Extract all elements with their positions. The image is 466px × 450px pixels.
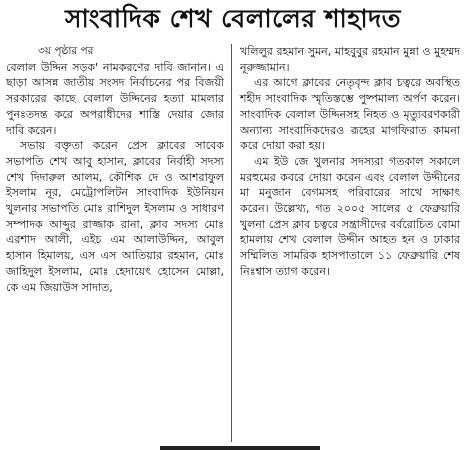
- article-paragraph: এম ইউ জে খুলনার সদস্যরা গতকাল সকালে মরহুমের কবরে দোয়া করেন এবং বেলাল উদ্দীনের মা মনুজান বেগমসহ পরিবারের সাথে সাক্ষাৎ করেন। উল্লেখ্য, গত ২০০৫ সালের ৫ ফেব্রুয়ারি খুলনা প্রেস ক্লাব চত্বরে সন্ত্রাসীদের বর্বরোচিত বোমা হামলায় শেখ বেলাল উদ্দীন আহত হন ও ঢাকার সম্মিলিত সামরিক হাসপাতালে ১১ ফেব্রুয়ারি শেষ নিঃশ্বাস ত্যাগ করেন।: [240, 154, 460, 278]
- article-paragraph: এর আগে ক্লাবের নেতৃবৃন্দ ক্লাব চত্বরে অবস্থিত শহীদ সাংবাদিক স্মৃতিস্তম্ভে পুষ্পমাল্য অর্পণ করেন। সাংবাদিক বেলাল উদ্দিনসহ নিহত ও মৃত্যুবরণকারী অন্যান্য সাংবাদিকদেরও রূহের মাগফিরাত কামনা করে দোয়া করা হয়।: [240, 76, 460, 153]
- article-paragraph: খলিলুর রহমান সুমন, মাহবুবুর রহমান মুন্না ও মুহম্মদ নূরুজ্জামান।: [240, 45, 460, 74]
- continued-from-label: ৩য় পৃষ্ঠার পর: [38, 45, 94, 57]
- column-divider: [231, 44, 232, 442]
- next-headline-fragment: [160, 446, 320, 450]
- left-column: [6, 44, 224, 295]
- article-paragraph: সভায় বক্তৃতা করেন প্রেস ক্লাবের সাবেক সভাপতি শেখ আবু হাসান, ক্লাবের নির্বাহী সদস্য শেখ দিদারুল আলম, কৌশিক দে ও আশরাফুল ইসলাম নূর, মেট্রোপলিটন সাংবাদিক ইউনিয়ন খুলনার সভাপতি মোঃ রাশিদুল ইসলাম ও সাধারণ সম্পাদক আব্দুর রাজ্জাক রানা, ক্লাব সদস্য মোঃ এরশাদ আলী, এইচ এম আলাউদ্দিন, আবুল হাসান হিমালয়, এস এস আতিয়ার রহমান, মোঃ জাহিদুল ইসলাম, মোঃ হেদায়েৎ হোসেন মোল্লা, কে এম জিয়াউস সাদাত,: [6, 139, 224, 294]
- article-paragraph: বেলাল উদ্দিন সড়ক' নামকরণের দাবি জানান। এ ছাড়া আসন্ন জাতীয় সংসদ নির্বাচনের পর বিজয়ী সরকারের কাছে বেলাল উদ্দিনের হত্যা মামলার পুনঃতদন্ত করে অপরাধীদের শাস্তি দেয়ার জোর দাবি করেন।: [6, 60, 224, 137]
- headline: সাংবাদিক শেখ বেলালের শাহাদত: [64, 4, 402, 33]
- right-column: [240, 44, 460, 280]
